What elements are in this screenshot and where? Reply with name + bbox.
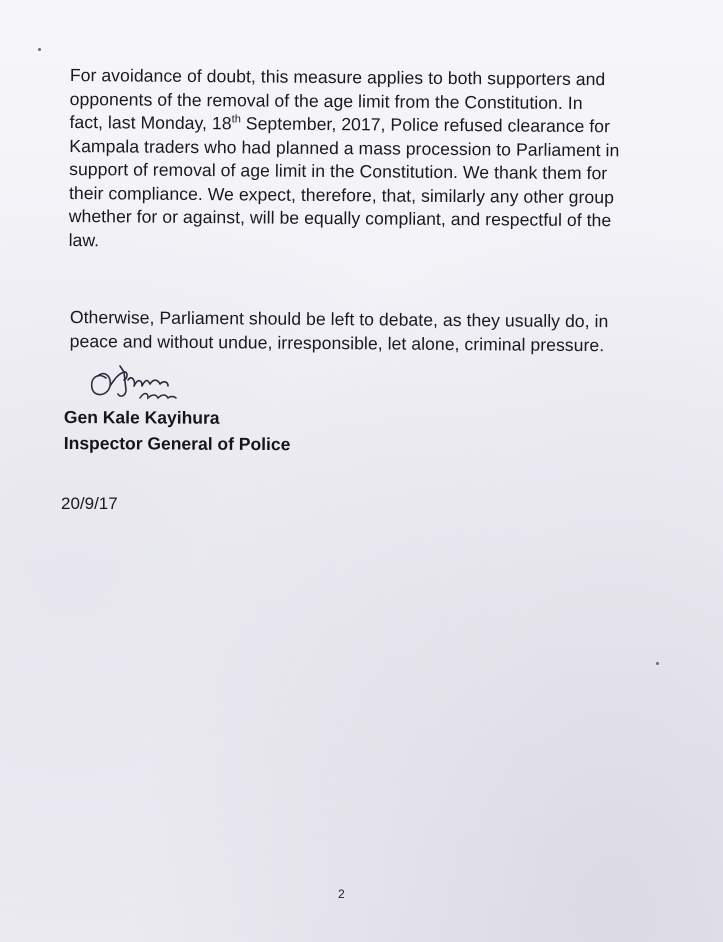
paragraph-line: whether for or against, will be equally compliant, and respectful of the [68,205,612,231]
paragraph-parliament-debate [70,306,650,358]
paragraph-line: Kampala traders who had planned a mass procession to Parliament in [69,135,620,160]
signatory-block [64,404,291,457]
line-text: September, 2017, Police refused clearance for [240,113,611,137]
paragraph-line: law. [68,229,100,250]
paragraph-line: support of removal of age limit in the Constitution. We thank them for [69,158,608,184]
signatory-name: Gen Kale Kayihura [63,406,220,428]
paragraph-line: Otherwise, Parliament should be left to debate, as they usually do, in [69,306,609,332]
document-date: 20/9/17 [61,494,118,513]
paper-speck [656,662,659,665]
paragraph-line: peace and without undue, irresponsible, let alone, criminal pressure. [69,330,605,355]
ordinal-suffix: th [231,113,241,126]
paragraph-line: opponents of the removal of the age limit from the Constitution. In [69,88,583,113]
paragraph-line: their compliance. We expect, therefore, that, similarly any other group [68,182,615,207]
line-text: fact, last Monday, 18 [69,111,232,134]
signatory-title: Inspector General of Police [63,432,291,455]
paragraph-age-limit-measure [69,64,650,257]
paper-speck [38,48,41,51]
page-number: 2 [338,887,345,901]
handwritten-signature [84,360,194,408]
paragraph-line: For avoidance of doubt, this measure applies to both supporters and [69,64,606,90]
